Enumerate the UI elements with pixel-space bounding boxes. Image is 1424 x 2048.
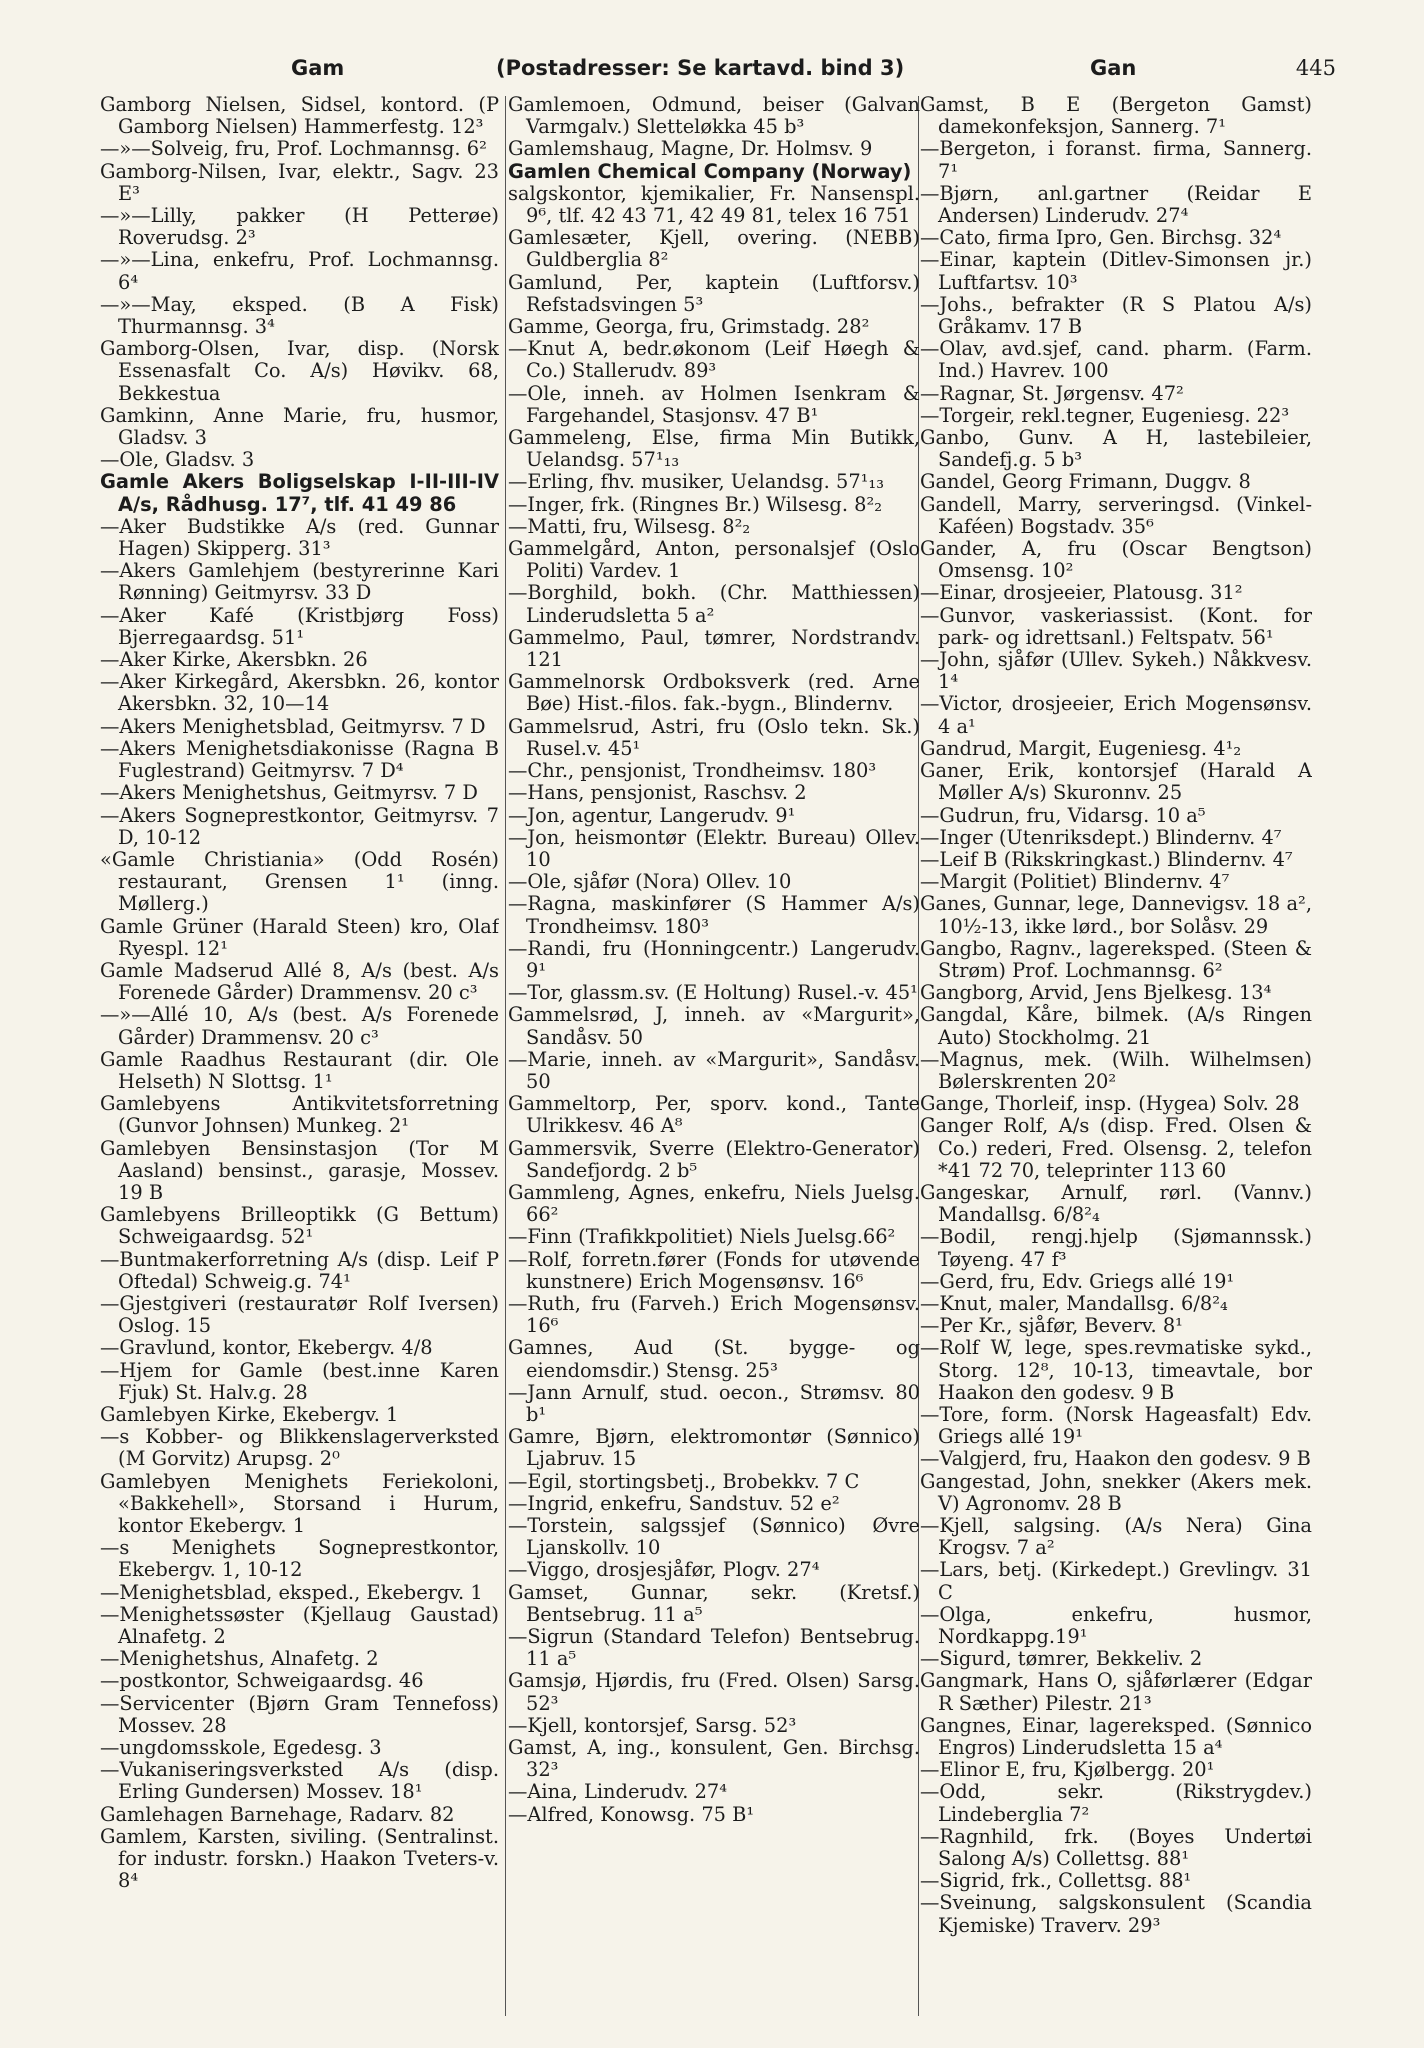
directory-entry: —Leif B (Rikskringkast.) Blindernv. 4⁷ <box>920 847 1293 871</box>
directory-entry: —Sigrid, frk., Collettsg. 88¹ <box>920 1869 1192 1893</box>
directory-column-1 <box>100 94 499 2024</box>
directory-entry: Gamlebyen Kirke, Ekebergv. 1 <box>100 1402 399 1426</box>
directory-entry: Ganbo, Gunv. A H, lastebileier, Sandefj.g. 5 b³ <box>920 426 1312 472</box>
directory-entry: «Gamle Christiania» (Odd Rosén) restaurant, Grensen 1¹ (inng. Møllerg.) <box>100 847 499 916</box>
directory-entry: Gangbo, Ragnv., lagereksped. (Steen & Strøm) Prof. Lochmannsg. 6² <box>920 936 1312 982</box>
directory-entry: —Gudrun, fru, Vidarsg. 10 a⁵ <box>920 803 1206 827</box>
directory-entry: Gammelgård, Anton, personalsjef (Oslo Politi) Vardev. 1 <box>508 537 920 583</box>
directory-entry: —Tore, form. (Norsk Hageasfalt) Edv. Griegs allé 19¹ <box>920 1402 1312 1449</box>
directory-entry: —Sigurd, tømrer, Bekkeliv. 2 <box>920 1647 1203 1671</box>
directory-entry: Gangeskar, Arnulf, rørl. (Vannv.) Mandallsg. 6/8²₄ <box>920 1180 1312 1227</box>
directory-entry: —Aker Kafé (Kristbjørg Foss) Bjerregaardsg. 51¹ <box>100 603 499 649</box>
directory-entry: —Gerd, fru, Edv. Griegs allé 19¹ <box>920 1269 1235 1293</box>
directory-entry: Gammelsrød, J, inneh. av «Margurit», Sandåsv. 50 <box>508 1003 920 1049</box>
directory-entry: Gamlemshaug, Magne, Dr. Holmsv. 9 <box>508 137 873 161</box>
directory-entry: —Menighetshus, Alnafetg. 2 <box>100 1647 379 1671</box>
directory-entry: —Torgeir, rekl.tegner, Eugeniesg. 22³ <box>920 403 1290 427</box>
directory-entry: —Gravlund, kontor, Ekebergv. 4/8 <box>100 1336 433 1360</box>
directory-entry: Gamlen Chemical Company (Norway) <box>508 159 912 183</box>
directory-entry: Gammeleng, Else, firma Min Butikk, Uelandsg. 57¹₁₃ <box>508 426 920 472</box>
directory-entry: Gamlemoen, Odmund, beiser (Galvan Varmgalv.) Sletteløkka 45 b³ <box>508 94 920 139</box>
directory-entry: —Einar, kaptein (Ditlev-Simonsen jr.) Luftfartsv. 10³ <box>920 248 1312 294</box>
directory-entry: —Torstein, salgssjef (Sønnico) Øvre Ljanskollv. 10 <box>508 1514 920 1560</box>
directory-entry: —Buntmakerforretning A/s (disp. Leif P Oftedal) Schweig.g. 74¹ <box>100 1247 499 1293</box>
directory-entry: —Olga, enkefru, husmor, Nordkappg.19¹ <box>920 1602 1312 1649</box>
directory-entry: —Bjørn, anl.gartner (Reidar E Andersen) Linderudv. 27⁴ <box>920 181 1312 228</box>
directory-entry: Gamle Madserud Allé 8, A/s (best. A/s Forenede Gårder) Drammensv. 20 c³ <box>100 958 499 1005</box>
directory-entry: —Margit (Politiet) Blindernv. 4⁷ <box>920 870 1230 894</box>
directory-entry: Gamme, Georga, fru, Grimstadg. 28² <box>508 315 870 339</box>
directory-entry: —Sigrun (Standard Telefon) Bentsebrug. 11 a⁵ <box>508 1625 920 1671</box>
directory-entry: —Ragna, maskinfører (S Hammer A/s) Trondheimsv. 180³ <box>508 892 920 938</box>
directory-entry: Gangborg, Arvid, Jens Bjelkesg. 13⁴ <box>920 981 1272 1005</box>
directory-entry: —Knut, maler, Mandallsg. 6/8²₄ <box>920 1291 1228 1315</box>
directory-entry: —s Menighets Sogneprestkontor, Ekebergv. 1, 10-12 <box>100 1536 499 1582</box>
directory-entry: —Ragnar, St. Jørgensv. 47² <box>920 381 1184 405</box>
directory-entry: Gandel, Georg Frimann, Duggv. 8 <box>920 470 1251 494</box>
directory-entry: —Randi, fru (Honningcentr.) Langerudv. 9¹ <box>508 936 920 982</box>
directory-entry: —Borghild, bokh. (Chr. Matthiessen) Linderudsletta 5 a² <box>508 581 920 627</box>
directory-entry: —Knut A, bedr.økonom (Leif Høegh & Co.) Stallerudv. 89³ <box>508 337 920 383</box>
directory-entry: Gamle Akers Boligselskap I-II-III-IV A/s, Rådhusg. 17⁷, tlf. 41 49 86 <box>100 470 499 516</box>
directory-entry: Gamsjø, Hjørdis, fru (Fred. Olsen) Sarsg. 52³ <box>508 1669 920 1715</box>
directory-entry: Gammelnorsk Ordboksverk (red. Arne Bøe) Hist.-filos. fak.-bygn., Blindernv. <box>508 670 920 716</box>
directory-entry: —Magnus, mek. (Wilh. Wilhelmsen) Bølerskrenten 20² <box>920 1047 1312 1093</box>
directory-entry: —Aina, Linderudv. 27⁴ <box>508 1780 728 1804</box>
directory-entry: —Ruth, fru (Farveh.) Erich Mogensønsv. 16⁶ <box>508 1291 920 1338</box>
directory-entry: —Ingrid, enkefru, Sandstuv. 52 e² <box>508 1491 840 1515</box>
directory-entry: —Marie, inneh. av «Margurit», Sandåsv. 50 <box>508 1047 920 1093</box>
directory-entry: Gangdal, Kåre, bilmek. (A/s Ringen Auto) Stockholmg. 21 <box>920 1003 1312 1049</box>
directory-entry: Gamlem, Karsten, siviling. (Sentralinst. for industr. forskn.) Haakon Tveters-v. 8⁴ <box>100 1824 499 1893</box>
directory-entry: —Akers Menighetshus, Geitmyrsv. 7 D <box>100 781 478 805</box>
directory-entry: Gamst, B E (Bergeton Gamst) damekonfeksjon, Sannerg. 7¹ <box>920 94 1312 139</box>
directory-entry: Gamborg-Nilsen, Ivar, elektr., Sagv. 23 E³ <box>100 159 499 205</box>
directory-entry: —Akers Menighetsblad, Geitmyrsv. 7 D <box>100 714 486 738</box>
directory-entry: Gamre, Bjørn, elektromontør (Sønnico) Ljabruv. 15 <box>508 1425 920 1471</box>
directory-entry: —postkontor, Schweigaardsg. 46 <box>100 1669 424 1693</box>
directory-entry: Ganer, Erik, kontorsjef (Harald A Møller A/s) Skuronnv. 25 <box>920 759 1312 805</box>
header-guide-word-right: Gan <box>1090 56 1137 80</box>
directory-entry: —Victor, drosjeeier, Erich Mogensønsv. 4 a¹ <box>920 692 1312 738</box>
directory-entry: —Menighetssøster (Kjellaug Gaustad) Alnafetg. 2 <box>100 1602 499 1649</box>
directory-entry: —Gjestgiveri (restauratør Rolf Iversen) Oslog. 15 <box>100 1291 499 1338</box>
directory-entry: —Rolf, forretn.fører (Fonds for utøvende kunstnere) Erich Mogensønsv. 16⁶ <box>508 1247 920 1293</box>
directory-entry: —Jon, agentur, Langerudv. 9¹ <box>508 803 796 827</box>
directory-entry: —Sveinung, salgskonsulent (Scandia Kjemiske) Traverv. 29³ <box>920 1891 1312 1937</box>
directory-entry: —Ole, inneh. av Holmen Isenkram & Fargehandel, Stasjonsv. 47 B¹ <box>508 381 920 427</box>
directory-entry: —Odd, sekr. (Rikstrygdev.) Lindeberglia 7² <box>920 1780 1312 1826</box>
directory-entry: —Chr., pensjonist, Trondheimsv. 180³ <box>508 759 877 783</box>
directory-entry: salgskontor, kjemikalier, Fr. Nansenspl. 9⁶, tlf. 42 43 71, 42 49 81, telex 16 751 <box>508 181 920 228</box>
directory-entry: —Aker Budstikke A/s (red. Gunnar Hagen) Skipperg. 31³ <box>100 514 499 561</box>
directory-entry: —Ragnhild, frk. (Boyes Undertøi Salong A/s) Collettsg. 88¹ <box>920 1824 1312 1871</box>
directory-entry: Gamlebyen Bensinstasjon (Tor M Aasland) bensinst., garasje, Mossev. 19 B <box>100 1136 499 1204</box>
directory-entry: Gamlund, Per, kaptein (Luftforsv.) Refstadsvingen 5³ <box>508 270 920 316</box>
directory-entry: Gamborg-Olsen, Ivar, disp. (Norsk Essenasfalt Co. A/s) Høvikv. 68, Bekkestua <box>100 337 499 405</box>
directory-entry: —Valgjerd, fru, Haakon den godesv. 9 B <box>920 1447 1311 1471</box>
header-guide-word-left: Gam <box>291 56 345 80</box>
directory-entry: —s Kobber- og Blikkenslagerverksted (M Gorvitz) Arupsg. 2⁰ <box>100 1425 499 1471</box>
directory-entry: Gamlebyens Brilleoptikk (G Bettum) Schweigaardsg. 52¹ <box>100 1203 499 1249</box>
directory-entry: —Akers Gamlehjem (bestyrerinne Kari Rønning) Geitmyrsv. 33 D <box>100 559 499 605</box>
directory-entry: Gammleng, Agnes, enkefru, Niels Juelsg. 66² <box>508 1180 920 1227</box>
directory-entry: Gangmark, Hans O, sjåførlærer (Edgar R Sæther) Pilestr. 21³ <box>920 1669 1312 1715</box>
directory-entry: Gangnes, Einar, lagereksped. (Sønnico Engros) Linderudsletta 15 a⁴ <box>920 1713 1312 1760</box>
directory-entry: —Kjell, salgsing. (A/s Nera) Gina Krogsv. 7 a² <box>920 1514 1312 1560</box>
directory-entry: —Ole, Gladsv. 3 <box>100 448 255 472</box>
directory-entry: —»—Allé 10, A/s (best. A/s Forenede Gårder) Drammensv. 20 c³ <box>100 1003 499 1049</box>
directory-entry: —Johs., befrakter (R S Platou A/s) Gråkamv. 17 B <box>920 292 1312 339</box>
directory-entry: Gamle Raadhus Restaurant (dir. Ole Helseth) N Slottsg. 1¹ <box>100 1047 499 1093</box>
directory-entry: —Servicenter (Bjørn Gram Tennefoss) Mossev. 28 <box>100 1691 499 1737</box>
directory-entry: —»—Lilly, pakker (H Petterøe) Roverudsg. 2³ <box>100 204 499 250</box>
directory-entry: Gangestad, John, snekker (Akers mek. V) Agronomv. 28 B <box>920 1469 1312 1515</box>
directory-entry: —»—May, eksped. (B A Fisk) Thurmannsg. 3⁴ <box>100 292 499 339</box>
directory-column-2 <box>508 94 920 2024</box>
directory-entry: —Aker Kirke, Akersbkn. 26 <box>100 648 368 672</box>
directory-entry: Gamle Grüner (Harald Steen) kro, Olaf Ryespl. 12¹ <box>100 914 499 960</box>
directory-entry: —Per Kr., sjåfør, Beverv. 8¹ <box>920 1314 1183 1338</box>
directory-entry: —Matti, fru, Wilsesg. 8²₂ <box>508 514 751 538</box>
directory-entry: —Jann Arnulf, stud. oecon., Strømsv. 80 b¹ <box>508 1380 920 1426</box>
directory-entry: —Menighetsblad, eksped., Ekebergv. 1 <box>100 1580 483 1604</box>
directory-entry: —Bergeton, i foranst. firma, Sannerg. 7¹ <box>920 137 1312 183</box>
directory-entry: Gamnes, Aud (St. bygge- og eiendomsdir.) Stensg. 25³ <box>508 1336 920 1382</box>
directory-entry: Gammeltorp, Per, sporv. kond., Tante Ulrikkesv. 46 A⁸ <box>508 1092 920 1138</box>
directory-entry: —Tor, glassm.sv. (E Holtung) Rusel.-v. 45¹ <box>508 981 918 1005</box>
directory-entry: Gamst, A, ing., konsulent, Gen. Birchsg. 32³ <box>508 1736 920 1782</box>
directory-entry: —Ole, sjåfør (Nora) Ollev. 10 <box>508 870 792 894</box>
directory-entry: Gamlesæter, Kjell, overing. (NEBB) Guldberglia 8² <box>508 226 920 272</box>
directory-entry: —Cato, firma Ipro, Gen. Birchsg. 32⁴ <box>920 226 1282 250</box>
directory-entry: Gammersvik, Sverre (Elektro-Generator) Sandefjordg. 2 b⁵ <box>508 1136 920 1182</box>
directory-entry: —»—Solveig, fru, Prof. Lochmannsg. 6² <box>100 137 487 161</box>
directory-entry: Gamlehagen Barnehage, Radarv. 82 <box>100 1802 455 1826</box>
directory-entry: —Lars, betj. (Kirkedept.) Grevlingv. 31 C <box>920 1558 1312 1604</box>
page-number: 445 <box>1295 56 1336 80</box>
directory-entry: —Aker Kirkegård, Akersbkn. 26, kontor Akersbkn. 32, 10—14 <box>100 670 499 716</box>
directory-entry: —Finn (Trafikkpolitiet) Niels Juelsg.66² <box>508 1225 896 1249</box>
directory-entry: Ganger Rolf, A/s (disp. Fred. Olsen & Co.) rederi, Fred. Olsensg. 2, telefon *41 72 70, teleprinter 113 60 <box>920 1114 1312 1182</box>
directory-entry: Gange, Thorleif, insp. (Hygea) Solv. 28 <box>920 1092 1300 1116</box>
directory-entry: Gamset, Gunnar, sekr. (Kretsf.) Bentsebrug. 11 a⁵ <box>508 1580 920 1626</box>
directory-entry: Gander, A, fru (Oscar Bengtson) Omsensg. 10² <box>920 537 1312 583</box>
directory-entry: —Jon, heismontør (Elektr. Bureau) Ollev. 10 <box>508 825 920 871</box>
directory-entry: Gamlebyens Antikvitetsforretning (Gunvor Johnsen) Munkeg. 2¹ <box>100 1092 499 1138</box>
directory-entry: Gandrud, Margit, Eugeniesg. 4¹₂ <box>920 736 1242 760</box>
directory-entry: Gammelsrud, Astri, fru (Oslo tekn. Sk.) Rusel.v. 45¹ <box>508 714 920 760</box>
directory-entry: —Viggo, drosjesjåfør, Plogv. 27⁴ <box>508 1558 820 1582</box>
directory-column-3 <box>920 94 1312 2024</box>
directory-entry: —ungdomsskole, Egedesg. 3 <box>100 1736 382 1760</box>
directory-entry: —Akers Menighetsdiakonisse (Ragna B Fuglestrand) Geitmyrsv. 7 D⁴ <box>100 736 499 783</box>
directory-entry: Gammelmo, Paul, tømrer, Nordstrandv. 121 <box>508 625 920 672</box>
directory-entry: Gamborg Nielsen, Sidsel, kontord. (P Gamborg Nielsen) Hammerfestg. 12³ <box>100 94 499 139</box>
directory-entry: —Einar, drosjeeier, Platousg. 31² <box>920 581 1243 605</box>
directory-entry: —Erling, fhv. musiker, Uelandsg. 57¹₁₃ <box>508 470 884 494</box>
header-postal-note: (Postadresser: Se kartavd. bind 3) <box>496 56 905 80</box>
directory-entry: —Alfred, Konowsg. 75 B¹ <box>508 1802 755 1826</box>
directory-entry: —Gunvor, vaskeriassist. (Kont. for park- og idrettsanl.) Feltspatv. 56¹ <box>920 603 1312 649</box>
directory-entry: Gandell, Marry, serveringsd. (Vinkel-Kaféen) Bogstadv. 35⁶ <box>920 492 1312 538</box>
directory-entry: —Rolf W, lege, spes.revmatiske sykd., Storg. 12⁸, 10-13, timeavtale, bor Haakon den godesv. 9 B <box>920 1336 1312 1404</box>
directory-entry: —Inger (Utenriksdept.) Blindernv. 4⁷ <box>920 825 1282 849</box>
directory-entry: —Olav, avd.sjef, cand. pharm. (Farm. Ind.) Havrev. 100 <box>920 337 1312 383</box>
page-header <box>96 56 1336 90</box>
directory-entry: —»—Lina, enkefru, Prof. Lochmannsg. 6⁴ <box>100 248 499 294</box>
directory-entry: —Akers Sogneprestkontor, Geitmyrsv. 7 D, 10-12 <box>100 803 499 849</box>
column-divider <box>505 96 506 2016</box>
directory-entry: —Hjem for Gamle (best.inne Karen Fjuk) St. Halv.g. 28 <box>100 1358 499 1404</box>
directory-entry: Gamlebyen Menighets Feriekoloni, «Bakkehell», Storsand i Hurum, kontor Ekebergv. 1 <box>100 1469 499 1537</box>
directory-entry: —Inger, frk. (Ringnes Br.) Wilsesg. 8²₂ <box>508 492 883 516</box>
directory-entry: —Egil, stortingsbetj., Brobekkv. 7 C <box>508 1469 860 1493</box>
directory-entry: —Kjell, kontorsjef, Sarsg. 52³ <box>508 1713 797 1737</box>
directory-entry: —Vukaniseringsverksted A/s (disp. Erling Gundersen) Mossev. 18¹ <box>100 1758 499 1804</box>
directory-entry: —Bodil, rengj.hjelp (Sjømannssk.) Tøyeng. 47 f³ <box>920 1225 1312 1271</box>
directory-entry: —Elinor E, fru, Kjølbergg. 20¹ <box>920 1758 1215 1782</box>
directory-entry: —Hans, pensjonist, Raschsv. 2 <box>508 781 807 805</box>
directory-entry: Gamkinn, Anne Marie, fru, husmor, Gladsv. 3 <box>100 403 499 450</box>
directory-entry: Ganes, Gunnar, lege, Dannevigsv. 18 a², 10½-13, ikke lørd., bor Solåsv. 29 <box>920 892 1312 938</box>
directory-entry: —John, sjåfør (Ullev. Sykeh.) Nåkkvesv. 1⁴ <box>920 648 1312 694</box>
